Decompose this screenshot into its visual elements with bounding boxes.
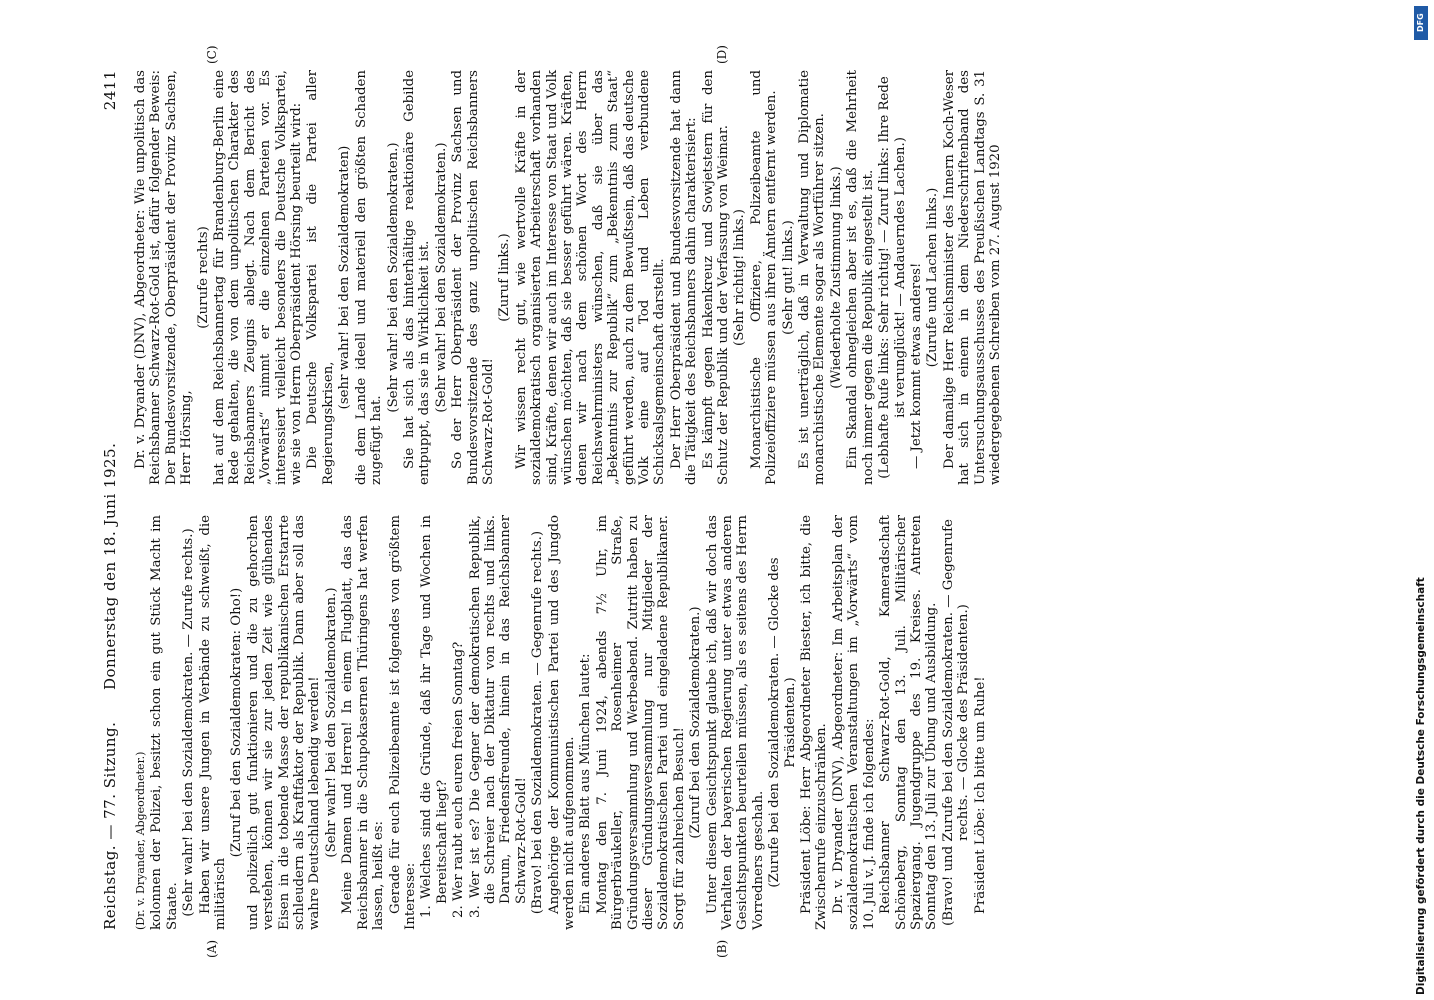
margin-mark-c: (C) <box>205 45 219 64</box>
column2-paragraph: Monarchistische Offiziere, Polizeibeamte und Polizeioffiziere müssen aus ihren Ämtern entfernt werden. <box>748 70 780 485</box>
column1-paragraph: Angehörige der Kommunistischen Partei und des Jungdo werden nicht aufgenommen. <box>546 515 577 930</box>
column2-paragraph: (Sehr richtig! links.) <box>732 209 748 346</box>
column2-paragraph: (sehr wahr! bei den Sozialdemokraten) <box>337 145 353 410</box>
column2-paragraph: Es ist unerträglich, daß in Verwaltung und Diplomatie monarchistische Elemente sogar als Wortführer sitzen. <box>797 70 828 485</box>
column2-paragraph: Der Herr Oberpräsident und Bundesvorsitzende hat dann die Tätigkeit des Reichsbanners dahin charakterisiert: <box>668 70 700 485</box>
column2-paragraph: Dr. v. Dryander (DNV), Abgeordneter: Wie unpolitisch das Reichsbanner Schwarz-Rot-Gold ist, dafür folgender Beweis: Der Bundesvorsitzende, Oberpräsident der Provinz Sachsen, Herr Hörsing, <box>133 70 195 485</box>
column2-paragraph: (Zuruf links.) <box>497 233 513 322</box>
column2-paragraph: (Sehr wahr! bei den Sozialdemokraten.) <box>433 142 449 413</box>
column2-paragraph: (Sehr wahr! bei den Sozialdemokraten.) <box>385 142 401 413</box>
header-date: Donnerstag den 18. Juni 1925. <box>101 442 119 690</box>
column2-paragraph: (Zurufe und Lachen links.) <box>925 187 941 368</box>
column1-paragraph: Ein anderes Blatt aus München lautet: <box>578 653 594 914</box>
column2-paragraph: (Lebhafte Rufe links: Sehr richtig! — Zuruf links: Ihre Rede ist verunglückt! — Andauerndes Lachen.) <box>877 76 908 479</box>
column1-paragraph: und polizeilich gut funktionieren und die zu gehorchen verstehen, können wir sie zur jeden Zeit wie glühendes Eisen in die tobende Masse der republikanischen Erstarrte schleudern als Kraftfaktor der Republik. Dann aber soll das wahre Deutschland lebendig werden! <box>245 515 323 930</box>
column2-paragraph: Sie hat sich als das hinterhältige reaktionäre Gebilde entpuppt, das sie in Wirklichkeit ist. <box>401 70 433 485</box>
document-page <box>95 45 1310 958</box>
column1-paragraph: kolonnen der Polizei, besitzt schon ein gut Stück Macht im Staate. <box>149 515 180 930</box>
column1-paragraph: Präsident Löbe: Ich bitte um Ruhe! <box>972 676 988 914</box>
column2-paragraph: Wir wissen recht gut, wie wertvolle Kräfte in der sozialdemokratisch organisierten Arbeiterschaft vorhanden sind, Kräfte, denen wir auch im Interesse von Staat und Volk wünschen möchten, daß sie besser geführt wären. Kräften, denen wir nach dem schönen Wort des Herrn Reichswehrministers wünschen, daß sie über das „Bekenntnis zur Republik“ zum „Bekenntnis zum Staat“ geführt werden, auch zu dem Bewußtsein, daß das deutsche Volk eine auf Tod und Leben verbundene Schicksalsgemeinschaft darstellt. <box>513 70 668 485</box>
column1-paragraph: 3. Wer ist es? Die Gegner der demokratischen Republik, die Schreier nach der Diktatur von rechts und links. Darum, Friedensfreunde, hinein in das Reichsbanner Schwarz-Rot-Gold! <box>467 515 529 918</box>
column2-paragraph: die dem Lande ideell und materiell den größten Schaden zugefügt hat. <box>353 70 385 485</box>
column1-paragraph: (Dr. v. Dryander, Abgeordneter.) <box>134 751 147 930</box>
column1-paragraph: (Sehr wahr! bei den Sozialdemokraten.) <box>323 587 339 858</box>
page-number: 2411 <box>101 70 119 111</box>
column1-paragraph: (Zuruf bei den Sozialdemokraten: Oho!) <box>229 587 245 858</box>
column1-paragraph: 1. Welches sind die Gründe, daß ihr Tage und Wochen in Bereitschaft liegt? <box>419 515 450 918</box>
column1-paragraph: (Bravo! und Zurufe bei den Sozialdemokraten. — Gegenrufe rechts. — Glocke des Präsidenten.) <box>940 519 972 926</box>
column1-paragraph: Reichsbanner Schwarz-Rot-Gold, Kameradschaft Schöneberg, Sonntag den 13. Juli. Militärischer Spaziergang. Jugendgruppe des 19. Kreises. Antreten Sonntag den 13. Juli zur Übung und Ausbildung. <box>878 515 940 930</box>
column2-paragraph: hat auf dem Reichsbannertag für Brandenburg-Berlin eine Rede gehalten, die von dem unpolitischen Charakter des Reichsbanners Zeugnis ablegt. Nach dem Bericht des „Vorwärts“ nimmt er die einzelnen Parteien vor. Es interessiert vielleicht besonders die Deutsche Volkspartei, wie sie von Herrn Oberpräsident Hörsing beurteilt wird: <box>212 70 305 485</box>
column2-paragraph: So der Herr Oberpräsident der Provinz Sachsen und Bundesvorsitzende des ganz unpolitischen Reichsbanners Schwarz-Rot-Gold! <box>450 70 496 485</box>
column1-paragraph: (Zuruf bei den Sozialdemokraten.) <box>688 606 704 839</box>
column1-paragraph: Meine Damen und Herren! In einem Flugblatt, das das Reichsbanner in die Schupokasernen Thüringens hat werfen lassen, heißt es: <box>340 515 387 930</box>
column2-paragraph: Die Deutsche Volkspartei ist die Partei aller Regierungskrisen, <box>305 70 336 485</box>
column1-paragraph: Unter diesem Gesichtspunkt glaube ich, daß wir doch das Verhalten der bayerischen Regierung unter etwas anderen Gesichtspunkten beurteilen müssen, als es seitens des Herrn Vorredners geschah. <box>704 515 766 930</box>
column1-paragraph: Haben wir unsere Jungen in Verbände zu schweißt, die militärisch <box>197 515 229 930</box>
column1-paragraph: 2. Wer raubt euch euren freien Sonntag? <box>451 641 467 918</box>
column2-paragraph: Der damalige Herr Reichsminister des Innern Koch-Weser hat sich in einem in dem Niederschriftenband des Untersuchungsausschusses des Preußischen Landtags S. 31 wiedergegebenen Schreiben vom 27. August 1920 <box>941 70 1003 485</box>
column2-paragraph: (Zurufe rechts) <box>195 226 211 329</box>
column1-paragraph: (Zurufe bei den Sozialdemokraten. — Glocke des Präsidenten.) <box>767 557 798 888</box>
column1-paragraph: (Sehr wahr! bei den Sozialdemokraten. — Zurufe rechts.) <box>181 528 197 917</box>
column2-paragraph: (Wiederholte Zustimmung links.) <box>828 166 844 389</box>
column2-paragraph: — Jetzt kommt etwas anderes! <box>908 262 924 469</box>
column1-paragraph: Montag den 7. Juni 1924, abends 7½ Uhr, im Bürgerbräukeller, Rosenheimer Straße, Gründungsversammlung und Werbeabend. Zutritt haben zu dieser Gründungsversammlung nur Mitglieder der Sozialdemokratischen Partei und eingeladene Republikaner. Sorgt für zahlreichen Besuch! <box>594 515 687 930</box>
column1-paragraph: Dr. v. Dryander (DNV), Abgeordneter: Im Arbeitsplan der sozialdemokratischen Veranstaltungen im „Vorwärts“ vom 10. Juli v. J. finde ich folgendes: <box>830 515 877 930</box>
column1-paragraph: Gerade für euch Polizeibeamte ist folgendes von größtem Interesse: <box>387 515 418 930</box>
column1-paragraph: (Bravo! bei den Sozialdemokraten. — Gegenrufe rechts.) <box>530 530 546 915</box>
running-header <box>95 70 125 930</box>
column-right <box>133 70 1004 485</box>
header-left: Reichstag. — 77. Sitzung. <box>101 721 119 930</box>
margin-mark-b: (B) <box>715 939 729 958</box>
margin-mark-a: (A) <box>205 939 219 958</box>
column1-paragraph: Präsident Löbe: Herr Abgeordneter Biester, ich bitte, die Zwischenrufe einzuschränken. <box>799 515 830 930</box>
dfg-logo: DFG <box>1414 6 1428 40</box>
digitization-credit: Digitalisierung gefördert durch die Deutsche Forschungsgemeinschaft <box>1415 577 1427 995</box>
margin-mark-d: (D) <box>715 45 729 64</box>
column2-paragraph: (Sehr gut! links.) <box>780 220 796 335</box>
column2-paragraph: Ein Skandal ohnegleichen aber ist es, daß die Mehrheit noch immer gegen die Republik eingestellt ist. <box>845 70 876 485</box>
column-left <box>133 515 989 930</box>
column2-paragraph: Es kämpft gegen Hakenkreuz und Sowjetstern für den Schutz der Republik und der Verfassung von Weimar. <box>700 70 732 485</box>
